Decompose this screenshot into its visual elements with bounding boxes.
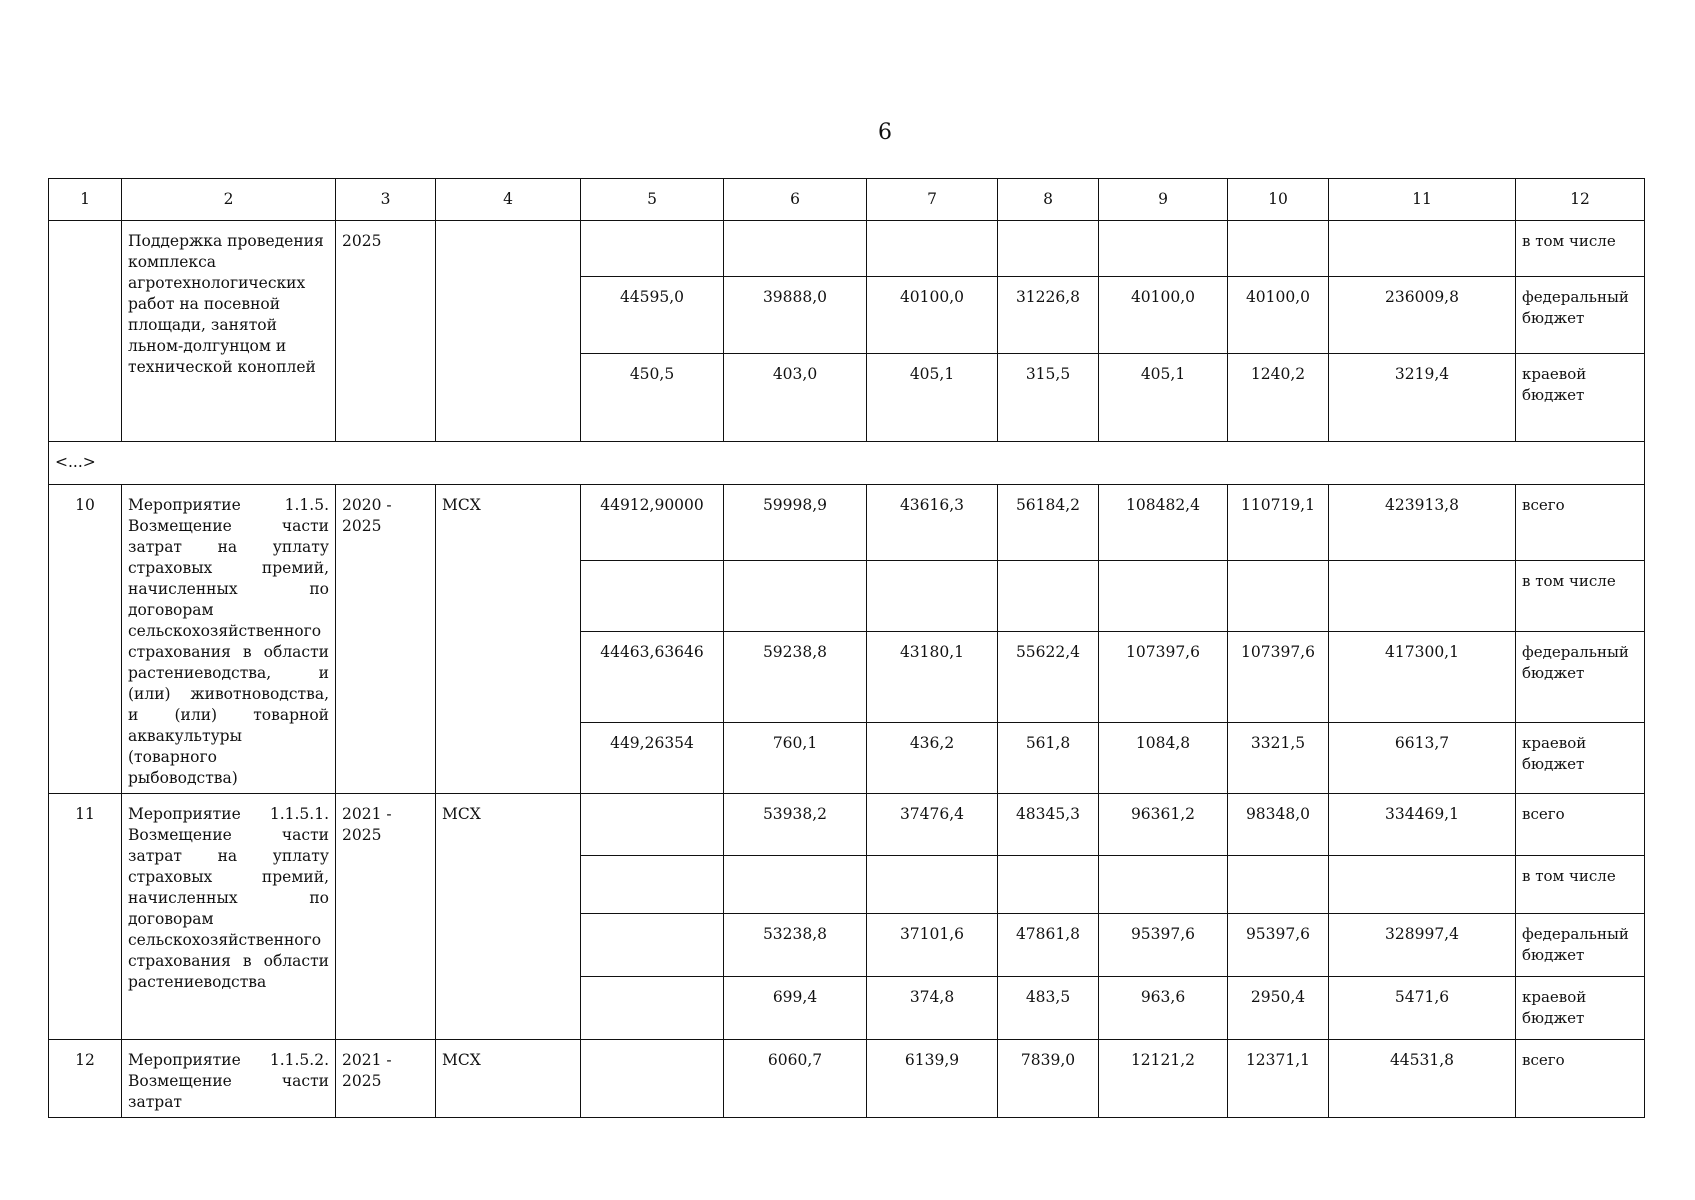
value-cell: 334469,1 xyxy=(1329,794,1516,856)
page-number: 6 xyxy=(878,120,892,145)
value-cell xyxy=(581,977,724,1040)
value-cell: 37476,4 xyxy=(867,794,998,856)
value-cell xyxy=(867,561,998,632)
years-cell: 2025 xyxy=(336,221,436,442)
table-row xyxy=(49,1040,1645,1118)
value-cell: 6060,7 xyxy=(724,1040,867,1118)
value-cell xyxy=(1099,561,1228,632)
value-cell: 107397,6 xyxy=(1099,632,1228,723)
value-cell: 236009,8 xyxy=(1329,277,1516,354)
funding-source: всего xyxy=(1516,485,1645,561)
funding-source: краевой бюджет xyxy=(1516,354,1645,442)
value-cell: 59998,9 xyxy=(724,485,867,561)
value-cell: 1240,2 xyxy=(1228,354,1329,442)
value-cell: 48345,3 xyxy=(998,794,1099,856)
value-cell: 405,1 xyxy=(1099,354,1228,442)
value-cell: 483,5 xyxy=(998,977,1099,1040)
value-cell: 315,5 xyxy=(998,354,1099,442)
value-cell: 7839,0 xyxy=(998,1040,1099,1118)
header-cell: 11 xyxy=(1329,179,1516,221)
funding-source: всего xyxy=(1516,1040,1645,1118)
funding-source: в том числе xyxy=(1516,561,1645,632)
value-cell: 110719,1 xyxy=(1228,485,1329,561)
row-index: 11 xyxy=(49,794,122,1040)
years-cell: 2021 - 2025 xyxy=(336,1040,436,1118)
value-cell xyxy=(1228,856,1329,914)
funding-source: в том числе xyxy=(1516,221,1645,277)
value-cell: 561,8 xyxy=(998,723,1099,794)
value-cell: 3321,5 xyxy=(1228,723,1329,794)
value-cell: 37101,6 xyxy=(867,914,998,977)
value-cell: 3219,4 xyxy=(1329,354,1516,442)
value-cell: 405,1 xyxy=(867,354,998,442)
value-cell: 53238,8 xyxy=(724,914,867,977)
value-cell xyxy=(998,856,1099,914)
value-cell xyxy=(581,1040,724,1118)
value-cell xyxy=(581,221,724,277)
value-cell: 963,6 xyxy=(1099,977,1228,1040)
value-cell xyxy=(1329,561,1516,632)
header-cell: 10 xyxy=(1228,179,1329,221)
value-cell: 95397,6 xyxy=(1228,914,1329,977)
row-index: 10 xyxy=(49,485,122,794)
value-cell xyxy=(1099,221,1228,277)
budget-table xyxy=(48,178,1645,1118)
value-cell xyxy=(1228,561,1329,632)
value-cell: 1084,8 xyxy=(1099,723,1228,794)
measure-description: Мероприятие 1.1.5.2. Возмещение части затрат xyxy=(122,1040,336,1118)
row-index: 12 xyxy=(49,1040,122,1118)
header-cell: 9 xyxy=(1099,179,1228,221)
header-cell: 4 xyxy=(436,179,581,221)
value-cell: 6613,7 xyxy=(1329,723,1516,794)
value-cell xyxy=(1329,221,1516,277)
value-cell: 44463,63646 xyxy=(581,632,724,723)
value-cell xyxy=(867,856,998,914)
omission-marker: <...> xyxy=(49,442,1645,485)
value-cell: 55622,4 xyxy=(998,632,1099,723)
value-cell: 56184,2 xyxy=(998,485,1099,561)
value-cell: 40100,0 xyxy=(1228,277,1329,354)
value-cell: 374,8 xyxy=(867,977,998,1040)
value-cell: 44595,0 xyxy=(581,277,724,354)
value-cell: 699,4 xyxy=(724,977,867,1040)
value-cell xyxy=(1228,221,1329,277)
value-cell: 449,26354 xyxy=(581,723,724,794)
value-cell xyxy=(998,221,1099,277)
value-cell xyxy=(998,561,1099,632)
header-row xyxy=(49,179,1645,221)
value-cell: 47861,8 xyxy=(998,914,1099,977)
header-cell: 12 xyxy=(1516,179,1645,221)
funding-source: всего xyxy=(1516,794,1645,856)
value-cell: 44531,8 xyxy=(1329,1040,1516,1118)
value-cell xyxy=(581,561,724,632)
value-cell: 436,2 xyxy=(867,723,998,794)
value-cell: 12121,2 xyxy=(1099,1040,1228,1118)
header-cell: 2 xyxy=(122,179,336,221)
value-cell: 43616,3 xyxy=(867,485,998,561)
table-row xyxy=(49,485,1645,561)
omission-row xyxy=(49,442,1645,485)
value-cell xyxy=(1099,856,1228,914)
value-cell: 43180,1 xyxy=(867,632,998,723)
value-cell xyxy=(581,856,724,914)
executor-cell: МСХ xyxy=(436,1040,581,1118)
measure-description: Поддержка проведения комплекса агротехнологических работ на посевной площади, занятой льном-долгунцом и технической коноплей xyxy=(122,221,336,442)
table-row xyxy=(49,221,1645,277)
value-cell: 108482,4 xyxy=(1099,485,1228,561)
value-cell: 760,1 xyxy=(724,723,867,794)
funding-source: краевой бюджет xyxy=(1516,977,1645,1040)
value-cell: 53938,2 xyxy=(724,794,867,856)
funding-source: федеральный бюджет xyxy=(1516,277,1645,354)
value-cell: 96361,2 xyxy=(1099,794,1228,856)
value-cell xyxy=(724,221,867,277)
funding-source: краевой бюджет xyxy=(1516,723,1645,794)
header-cell: 8 xyxy=(998,179,1099,221)
value-cell: 328997,4 xyxy=(1329,914,1516,977)
value-cell: 423913,8 xyxy=(1329,485,1516,561)
executor-cell: МСХ xyxy=(436,794,581,1040)
value-cell: 2950,4 xyxy=(1228,977,1329,1040)
value-cell xyxy=(867,221,998,277)
measure-description: Мероприятие 1.1.5. Возмещение части затрат на уплату страховых премий, начисленных по договорам сельскохозяйственного страхования в области растениеводства, и (или) животноводства, и (или) товарной аквакультуры (товарного рыбоводства) xyxy=(122,485,336,794)
value-cell: 12371,1 xyxy=(1228,1040,1329,1118)
value-cell xyxy=(724,561,867,632)
value-cell xyxy=(724,856,867,914)
value-cell: 95397,6 xyxy=(1099,914,1228,977)
value-cell: 59238,8 xyxy=(724,632,867,723)
value-cell: 98348,0 xyxy=(1228,794,1329,856)
header-cell: 7 xyxy=(867,179,998,221)
value-cell: 403,0 xyxy=(724,354,867,442)
value-cell xyxy=(581,914,724,977)
value-cell: 31226,8 xyxy=(998,277,1099,354)
header-cell: 1 xyxy=(49,179,122,221)
funding-source: в том числе xyxy=(1516,856,1645,914)
header-cell: 6 xyxy=(724,179,867,221)
table-row xyxy=(49,794,1645,856)
value-cell: 40100,0 xyxy=(867,277,998,354)
years-cell: 2021 - 2025 xyxy=(336,794,436,1040)
value-cell xyxy=(1329,856,1516,914)
executor-cell: МСХ xyxy=(436,485,581,794)
value-cell: 107397,6 xyxy=(1228,632,1329,723)
header-cell: 5 xyxy=(581,179,724,221)
executor-cell xyxy=(436,221,581,442)
years-cell: 2020 - 2025 xyxy=(336,485,436,794)
funding-source: федеральный бюджет xyxy=(1516,632,1645,723)
value-cell: 450,5 xyxy=(581,354,724,442)
value-cell: 6139,9 xyxy=(867,1040,998,1118)
value-cell: 417300,1 xyxy=(1329,632,1516,723)
value-cell: 5471,6 xyxy=(1329,977,1516,1040)
value-cell xyxy=(581,794,724,856)
value-cell: 40100,0 xyxy=(1099,277,1228,354)
funding-source: федеральный бюджет xyxy=(1516,914,1645,977)
value-cell: 44912,90000 xyxy=(581,485,724,561)
measure-description: Мероприятие 1.1.5.1. Возмещение части затрат на уплату страховых премий, начисленных по договорам сельскохозяйственного страхования в области растениеводства xyxy=(122,794,336,1040)
header-cell: 3 xyxy=(336,179,436,221)
value-cell: 39888,0 xyxy=(724,277,867,354)
row-index xyxy=(49,221,122,442)
